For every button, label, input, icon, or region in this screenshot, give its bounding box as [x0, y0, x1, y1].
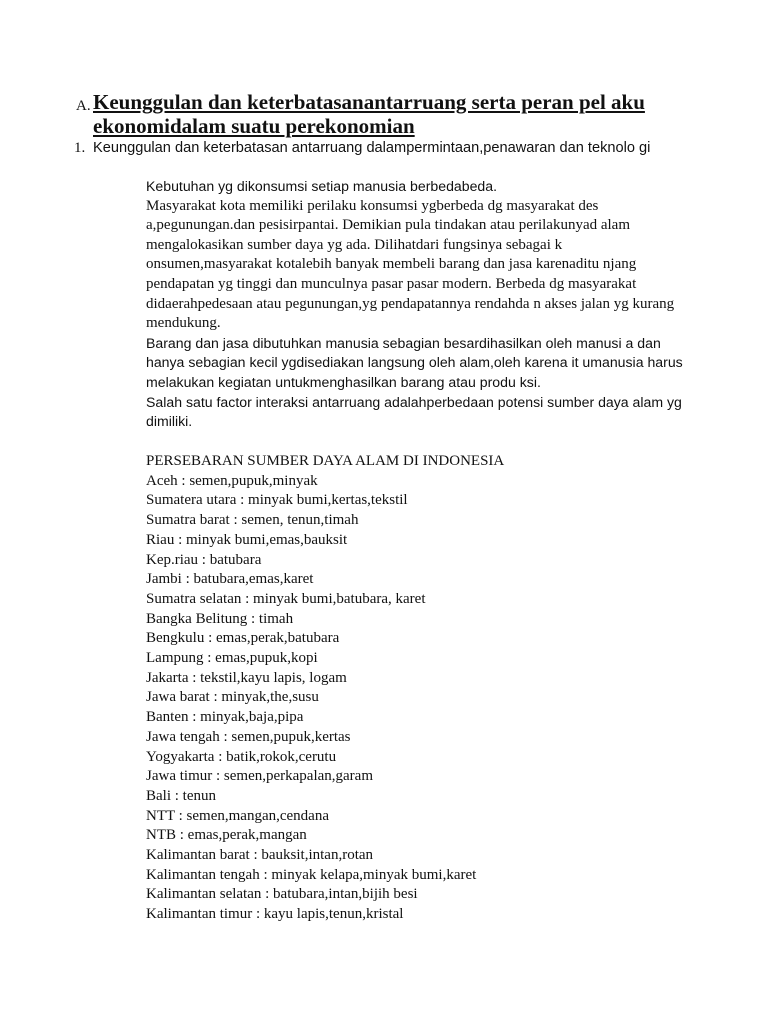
- list-item: Bangka Belitung : timah: [146, 610, 294, 627]
- subsection-number: 1.: [74, 140, 86, 156]
- list-item: Yogyakarta : batik,rokok,cerutu: [146, 748, 337, 765]
- list-item: Aceh : semen,pupuk,minyak: [146, 472, 318, 489]
- list-item: Banten : minyak,baja,pipa: [146, 709, 304, 726]
- list-item: Sumatra selatan : minyak bumi,batubara, karet: [146, 590, 426, 607]
- list-item: Sumatera utara : minyak bumi,kertas,tekstil: [146, 492, 408, 509]
- list-item: Jawa tengah : semen,pupuk,kertas: [146, 728, 351, 745]
- resource-list: [146, 452, 686, 925]
- list-item: NTB : emas,perak,mangan: [146, 827, 307, 844]
- paragraph: Salah satu factor interaksi antarruang adalahperbedaan potensi sumber daya alam yg dimiliki.: [146, 393, 682, 430]
- list-item: Jawa timur : semen,perkapalan,garam: [146, 768, 373, 785]
- list-item: Lampung : emas,pupuk,kopi: [146, 650, 318, 667]
- list-item: Kalimantan barat : bauksit,intan,rotan: [146, 847, 374, 864]
- list-item: Jawa barat : minyak,the,susu: [146, 689, 319, 706]
- list-item: Bali : tenun: [146, 787, 216, 804]
- list-item: Jambi : batubara,emas,karet: [146, 571, 314, 588]
- body-text: [146, 177, 686, 432]
- list-item: Bengkulu : emas,perak,batubara: [146, 630, 340, 647]
- section-title: Keunggulan dan keterbatasanantarruang serta peran pel aku ekonomidalam suatu perekonomian: [93, 90, 645, 138]
- list-item: Kep.riau : batubara: [146, 551, 262, 568]
- list-item: Kalimantan timur : kayu lapis,tenun,kristal: [146, 906, 404, 923]
- list-item: Kalimantan selatan : batubara,intan,bijih besi: [146, 886, 418, 903]
- resource-list-title: PERSEBARAN SUMBER DAYA ALAM DI INDONESIA: [146, 453, 505, 469]
- list-item: Kalimantan tengah : minyak kelapa,minyak bumi,karet: [146, 866, 477, 883]
- paragraph: Masyarakat kota memiliki perilaku konsumsi ygberbeda dg masyarakat des a,pegunungan.dan pesisirpantai. Demikian pula tindakan atau perilakunyad alam mengalokasikan sumber daya yg ada. Dilihatdari fungsinya sebagai k onsumen,masyarakat kotalebih banyak membeli barang dan jasa karenaditu njang pendapatan yg tinggi dan munculnya pasar pasar modern. Berbeda dg masyarakat didaerahpedesaan atau pegunungan,yg pendapatannya rendahda n akses jalan yg kurang mendukung.: [146, 197, 675, 332]
- list-item: Jakarta : tekstil,kayu lapis, logam: [146, 669, 347, 686]
- list-item: NTT : semen,mangan,cendana: [146, 807, 329, 824]
- paragraph: Kebutuhan yg dikonsumsi setiap manusia berbedabeda.: [146, 178, 498, 194]
- subsection-title: Keunggulan dan keterbatasan antarruang dalampermintaan,penawaran dan teknolo gi: [93, 140, 651, 156]
- paragraph: Barang dan jasa dibutuhkan manusia sebagian besardihasilkan oleh manusi a dan hanya sebagian kecil ygdisediakan langsung oleh alam,oleh karena it umanusia harus melakukan kegiatan untukmenghasilkan barang atau produ ksi.: [146, 334, 683, 390]
- list-item: Sumatra barat : semen, tenun,timah: [146, 512, 359, 529]
- list-item: Riau : minyak bumi,emas,bauksit: [146, 531, 348, 548]
- section-marker: A.: [76, 98, 91, 114]
